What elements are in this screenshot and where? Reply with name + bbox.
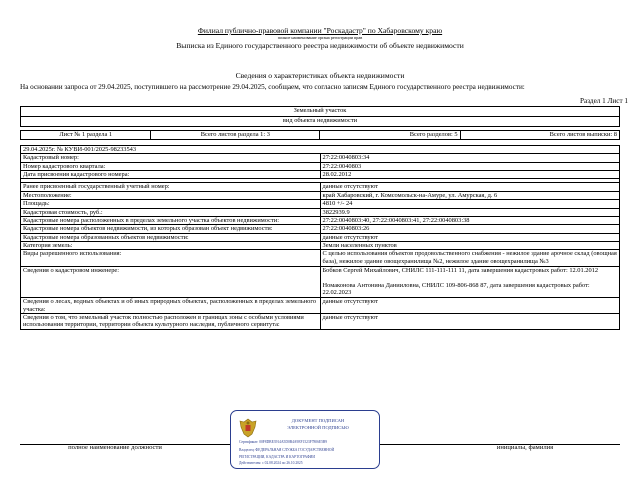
row-value: 27:22:0040803 xyxy=(320,162,620,170)
section-sheet-label: Раздел 1 Лист 1 xyxy=(580,97,628,105)
row-value: данные отсутствуют xyxy=(320,183,620,191)
table-row xyxy=(21,208,620,216)
table-row xyxy=(21,250,620,267)
table-row xyxy=(21,267,620,298)
table-row xyxy=(21,298,620,314)
stamp-title-line1: ДОКУМЕНТ ПОДПИСАН xyxy=(291,418,345,423)
row-value: 28.02.2012 xyxy=(320,171,620,179)
sections-total: Всего разделов: 5 xyxy=(320,131,460,140)
table-row xyxy=(21,233,620,241)
position-caption: полное наименование должности xyxy=(68,444,162,451)
stamp-validity: Действителен: с 02.08.2024 по 26.10.2025 xyxy=(239,461,303,465)
row-label: Ранее присвоенный государственный учетный номер: xyxy=(21,183,321,191)
electronic-signature-stamp xyxy=(230,410,380,469)
issuer-caption: полное наименование органа регистрации прав xyxy=(277,35,363,40)
characteristics-table xyxy=(20,145,620,330)
row-label: Виды разрешенного использования: xyxy=(21,250,321,267)
object-type-table xyxy=(20,106,620,127)
coat-of-arms-icon xyxy=(237,417,259,439)
object-type-caption: вид объекта недвижимости xyxy=(21,117,620,127)
table-row xyxy=(21,225,620,233)
row-value: 3822939.9 xyxy=(320,208,620,216)
row-label: Площадь: xyxy=(21,200,321,208)
stamp-owner-line2: РЕГИСТРАЦИИ, КАДАСТРА И КАРТОГРАФИИ xyxy=(239,455,315,459)
sheet-number: Лист № 1 раздела 1 xyxy=(21,131,151,140)
row-label: Местоположение: xyxy=(21,191,321,199)
stamp-title xyxy=(263,418,373,432)
sheet-info-table xyxy=(20,130,620,140)
table-row xyxy=(21,191,620,199)
name-caption: инициалы, фамилия xyxy=(496,444,554,451)
object-type: Земельный участок xyxy=(21,107,620,117)
row-label: Кадастровые номера образованных объектов недвижимости: xyxy=(21,233,321,241)
row-value: данные отсутствуют xyxy=(320,314,620,330)
table-row xyxy=(21,241,620,249)
row-value: 27:22:0040803:34 xyxy=(320,154,620,162)
sheets-in-section: Всего листов раздела 1: 3 xyxy=(151,131,320,140)
row-value: 27:22:0040803:26 xyxy=(320,225,620,233)
issuer-name: Филиал публично-правовой компании "Роскадастр" по Хабаровскому краю xyxy=(197,26,443,35)
table-row xyxy=(21,171,620,179)
row-label: Кадастровые номера объектов недвижимости, из которых образован объект недвижимости: xyxy=(21,225,321,233)
document-title: Выписка из Единого государственного реестра недвижимости об объекте недвижимости xyxy=(176,41,464,50)
table-row xyxy=(21,162,620,170)
stamp-certificate: Сертификат: 00F8DBE3914A5D0B4A9EF1523F7806E5B9 xyxy=(239,440,328,444)
row-label: Категория земель: xyxy=(21,241,321,249)
row-label: Сведения о том, что земельный участок полностью расположен в границах зоны с особыми условиями использования территории, территории объекта культурного наследия, публичного сервитута: xyxy=(21,314,321,330)
row-value: С целью использования объектов продовольственного снабжения - нежилое здание арочное склад (овощная база), нежилое здание овощехранилища №2, нежилое здание овощехранилища №3 xyxy=(320,250,620,267)
engineer-2: Номаконова Антонина Данииловна, СНИЛС 109-806-868 87, дата завершения кадастровых работ: 22.02.2023 xyxy=(322,281,590,297)
row-label: Кадастровый номер: xyxy=(21,154,321,162)
row-label: Кадастровые номера расположенных в пределах земельного участка объектов недвижимости: xyxy=(21,216,321,224)
table-row xyxy=(21,154,620,162)
row-value: данные отсутствуют xyxy=(320,233,620,241)
row-label: Дата присвоения кадастрового номера: xyxy=(21,171,321,179)
table-row xyxy=(21,200,620,208)
row-value: данные отсутствуют xyxy=(320,298,620,314)
sheets-total: Всего листов выписки: 8 xyxy=(460,131,619,140)
row-value: край Хабаровский, г. Комсомольск-на-Амуре, ул. Амурская, д. 6 xyxy=(320,191,620,199)
stamp-title-line2: ЭЛЕКТРОННОЙ ПОДПИСЬЮ xyxy=(287,424,349,430)
row-label: Номер кадастрового квартала: xyxy=(21,162,321,170)
row-value: Земли населенных пунктов xyxy=(320,241,620,249)
row-value: 27:22:0040803:40, 27:22:0040803:41, 27:22:0040803:38 xyxy=(320,216,620,224)
row-label: Сведения о лесах, водных объектах и об иных природных объектах, расположенных в пределах земельного участка: xyxy=(21,298,321,314)
intro-text: На основании запроса от 29.04.2025, поступившего на рассмотрение 29.04.2025, сообщаем, что согласно записям Единого государственного реестра недвижимости: xyxy=(20,83,525,91)
extract-number: 29.04.2025г. № КУВИ-001/2025-98233543 xyxy=(21,146,620,154)
section-title: Сведения о характеристиках объекта недвижимости xyxy=(235,71,405,80)
row-label: Сведения о кадастровом инженере: xyxy=(21,267,321,298)
row-label: Кадастровая стоимость, руб.: xyxy=(21,208,321,216)
table-row xyxy=(21,183,620,191)
table-row xyxy=(21,216,620,224)
table-row xyxy=(21,314,620,330)
row-value: 4810 +/- 24 xyxy=(320,200,620,208)
stamp-owner: Владелец: ФЕДЕРАЛЬНАЯ СЛУЖБА ГОСУДАРСТВЕННОЙ xyxy=(239,448,335,452)
row-value xyxy=(320,267,620,298)
engineer-1: Бобков Сергей Михайлович, СНИЛС 111-111-111 11, дата завершения кадастровых работ: 12.01.2012 xyxy=(322,267,599,275)
